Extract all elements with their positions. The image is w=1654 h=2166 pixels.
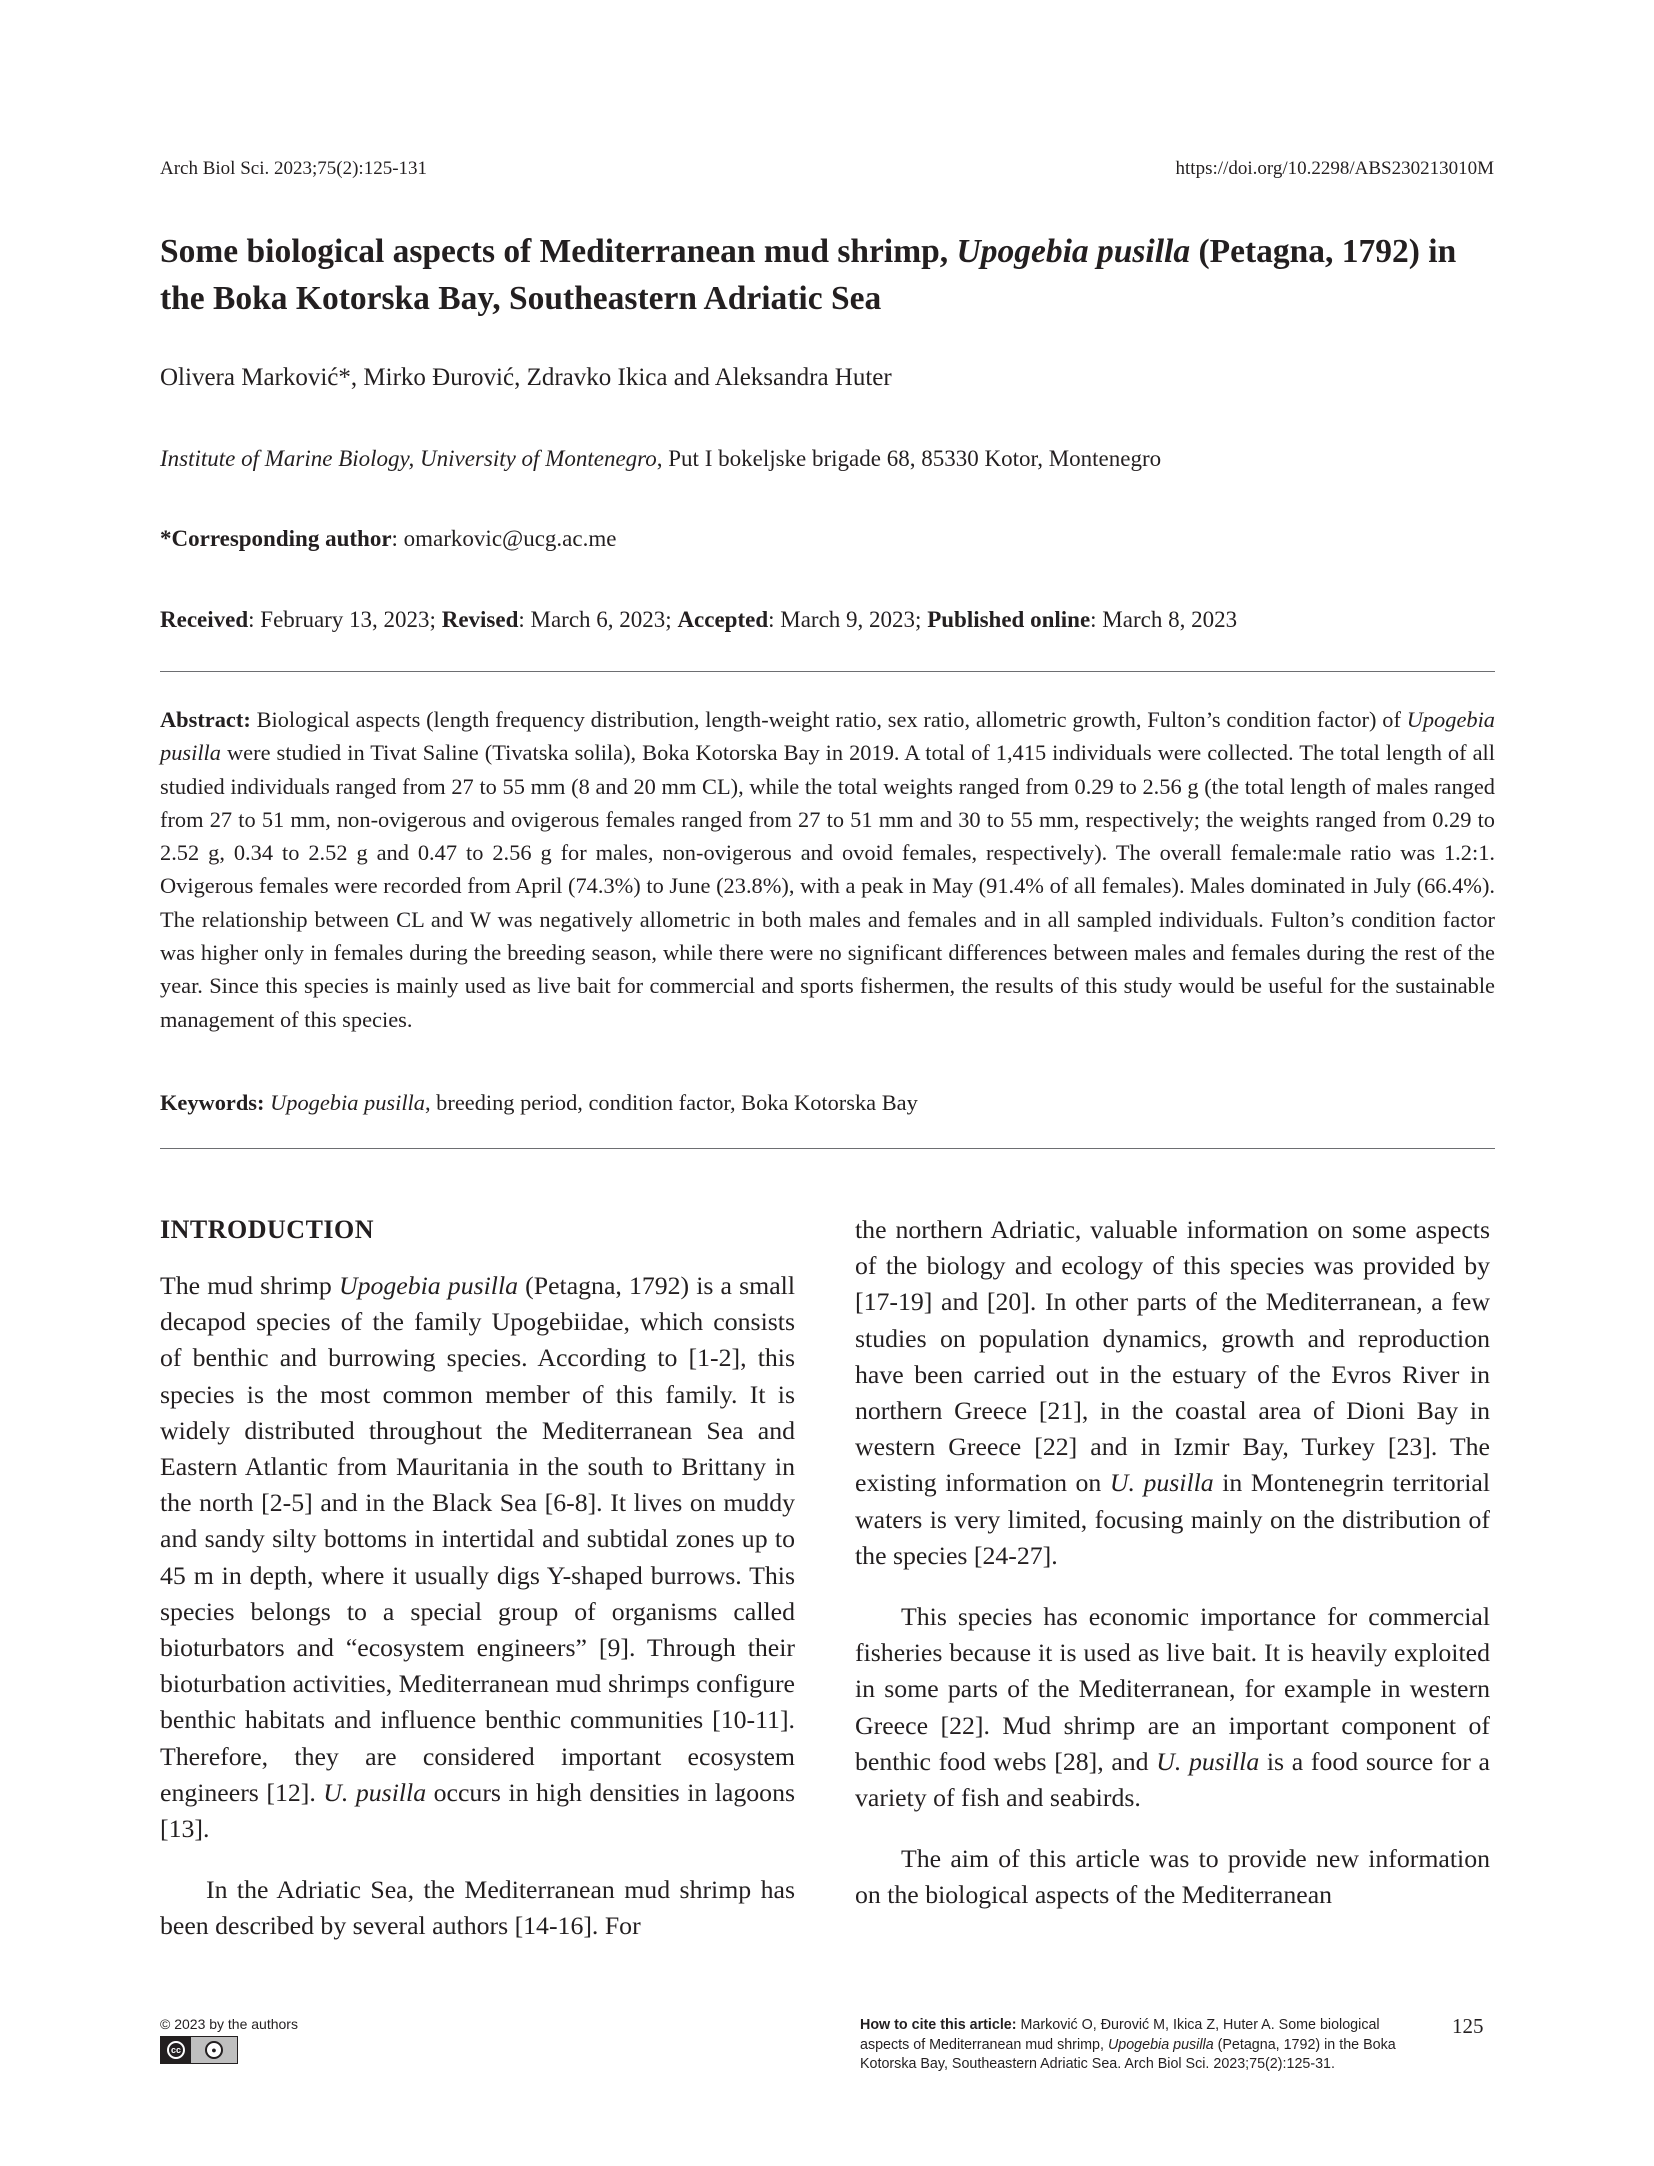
- cc-icon: [161, 2037, 191, 2063]
- abstract-text-2: were studied in Tivat Saline (Tivatska solila), Boka Kotorska Bay in 2019. A total of 1,415 individuals were collected. The total length of all studied individuals ranged from 27 to 55 mm (8 and 20 mm CL), while the total weights ranged from 0.29 to 2.56 g (the total length of males ranged from 27 to 51 mm, non-ovigerous and ovigerous females ranged from 27 to 51 mm and 30 to 55 mm, respectively; the weights ranged from 0.29 to 2.52 g, 0.34 to 2.52 g and 0.47 to 2.56 g for males, non-ovigerous and ovoid females, respectively). The overall female:male ratio was 1.2:1. Ovigerous females were recorded from April (74.3%) to June (23.8%), with a peak in May (91.4% of all females). Males dominated in July (66.4%). The relationship between CL and W was negatively allometric in both males and females and in all sampled individuals. Fulton’s condition factor was higher only in females during the breeding season, while there were no significant differences between males and females during the rest of the year. Since this species is mainly used as live bait for commercial and sports fishermen, the results of this study would be useful for the sustainable management of this species.: [160, 740, 1495, 1032]
- keywords: [160, 1090, 918, 1116]
- corresponding-label: *Corresponding author: [160, 526, 392, 551]
- divider-bottom: [160, 1148, 1495, 1149]
- intro-paragraph-5: The aim of this article was to provide new information on the biological aspects of the Mediterranean: [855, 1844, 1490, 1910]
- cite-text-b: (Petagna, 1792) in the Boka Kotorska Bay, Southeastern Adriatic Sea. Arch Biol Sci. 2023;75(2):125-31.: [860, 2036, 1396, 2072]
- keywords-rest: , breeding period, condition factor, Boka Kotorska Bay: [424, 1090, 918, 1115]
- citation-block: [860, 2016, 1420, 2075]
- abstract-species: Upogebia pusilla: [160, 707, 1495, 766]
- affiliation-address: , Put I bokeljske brigade 68, 85330 Kotor, Montenegro: [656, 446, 1162, 471]
- intro-p4-species: U. pusilla: [1156, 1746, 1260, 1776]
- abstract: [160, 703, 1495, 1036]
- abstract-text-1: Biological aspects (length frequency distribution, length-weight ratio, sex ratio, allometric growth, Fulton’s condition factor) of: [250, 707, 1407, 732]
- intro-p4-text-b: is a food source for a variety of fish and seabirds.: [855, 1746, 1491, 1813]
- article-title: [160, 228, 1500, 322]
- received-label: Received: [160, 607, 249, 632]
- copyright-notice: © 2023 by the authors: [160, 2016, 298, 2032]
- section-heading-introduction: INTRODUCTION: [160, 1215, 375, 1244]
- title-part1: Some biological aspects of Mediterranean mud shrimp,: [160, 233, 957, 270]
- divider-top: [160, 671, 1495, 672]
- intro-paragraph-2: In the Adriatic Sea, the Mediterranean mud shrimp has been described by several authors [14-16]. For: [160, 1875, 795, 1941]
- cite-text-a: Marković O, Đurović M, Ikica Z, Huter A. Some biological aspects of Mediterranean mud shrimp,: [860, 2017, 1380, 2053]
- keywords-species: Upogebia pusilla: [270, 1090, 425, 1115]
- intro-p1-text-a: The mud shrimp: [160, 1271, 339, 1300]
- attribution-person-icon: ●: [205, 2041, 223, 2059]
- cc-circle-icon: cc: [167, 2041, 185, 2059]
- corresponding-author: [160, 526, 616, 552]
- body-column-right: [855, 1212, 1490, 1914]
- affiliation-institution: Institute of Marine Biology, University of Montenegro: [160, 446, 657, 471]
- cc-by-license-icon[interactable]: [160, 2036, 238, 2064]
- cite-label: How to cite this article:: [860, 2017, 1017, 2033]
- title-part2: (Petagna, 1792) in the Boka Kotorska Bay, Southeastern Adriatic Sea: [160, 233, 1457, 317]
- doi-link[interactable]: https://doi.org/10.2298/ABS230213010M: [1175, 158, 1494, 179]
- intro-paragraph-1: [160, 1268, 795, 1847]
- intro-p4-text-a: This species has economic importance for commercial fisheries because it is used as live bait. It is heavily exploited in some parts of the Mediterranean, for example in western Greece [22]. Mud shrimp are an important component of benthic food webs [28], and: [855, 1602, 1490, 1776]
- intro-paragraph-4: [855, 1599, 1490, 1816]
- author-list: Olivera Marković*, Mirko Đurović, Zdravko Ikica and Aleksandra Huter: [160, 364, 892, 391]
- by-icon: [191, 2037, 237, 2063]
- abstract-label: Abstract:: [160, 707, 251, 732]
- intro-p1-text-c: occurs in high densities in lagoons [13].: [160, 1777, 796, 1844]
- intro-p3-species: U. pusilla: [1109, 1468, 1214, 1498]
- intro-p3-text-b: in Montenegrin territorial waters is very limited, focusing mainly on the distribution of the species [24-27].: [855, 1468, 1491, 1570]
- received-date: : February 13, 2023;: [248, 607, 442, 632]
- published-label: Published online: [927, 607, 1091, 632]
- page-number: 125: [1452, 2014, 1484, 2038]
- journal-reference: Arch Biol Sci. 2023;75(2):125-131: [160, 158, 428, 179]
- article-dates: [160, 607, 1237, 633]
- revised-label: Revised: [441, 607, 519, 632]
- body-column-left: [160, 1212, 795, 1945]
- intro-p3-text-a: the northern Adriatic, valuable information on some aspects of the biology and ecology of this species was provided by [17-19] and [20]. In other parts of the Mediterranean, a few studies on population dynamics, growth and reproduction have been carried out in the estuary of the Evros River in northern Greece [21], in the coastal area of Dioni Bay in western Greece [22] and in Izmir Bay, Turkey [23]. The existing information on: [855, 1215, 1490, 1498]
- affiliation: [160, 446, 1161, 472]
- intro-p1-species-2: U. pusilla: [323, 1777, 427, 1807]
- corresponding-email[interactable]: : omarkovic@ucg.ac.me: [391, 526, 617, 551]
- accepted-label: Accepted: [677, 607, 769, 632]
- accepted-date: : March 9, 2023;: [768, 607, 928, 632]
- title-species: Upogebia pusilla: [956, 233, 1191, 270]
- intro-paragraph-3: [855, 1212, 1490, 1574]
- intro-p1-species: Upogebia pusilla: [338, 1271, 519, 1300]
- intro-p1-text-b: (Petagna, 1792) is a small decapod species of the family Upogebiidae, which consists of benthic and burrowing species. According to [1-2], this species is the most common member of this family. It is widely distributed throughout the Mediterranean Sea and Eastern Atlantic from Mauritania in the south to Brittany in the north [2-5] and in the Black Sea [6-8]. It lives on muddy and sandy silty bottoms in intertidal and subtidal zones up to 45 m in depth, where it usually digs Y-shaped burrows. This species belongs to a special group of organisms called bioturbators and “ecosystem engineers” [9]. Through their bioturbation activities, Mediterranean mud shrimps configure benthic habitats and influence benthic communities [10-11]. Therefore, they are considered important ecosystem engineers [12].: [160, 1271, 795, 1807]
- cite-species: Upogebia pusilla: [1107, 2036, 1214, 2053]
- published-date: : March 8, 2023: [1090, 607, 1238, 632]
- keywords-label: Keywords:: [160, 1090, 265, 1115]
- revised-date: : March 6, 2023;: [518, 607, 678, 632]
